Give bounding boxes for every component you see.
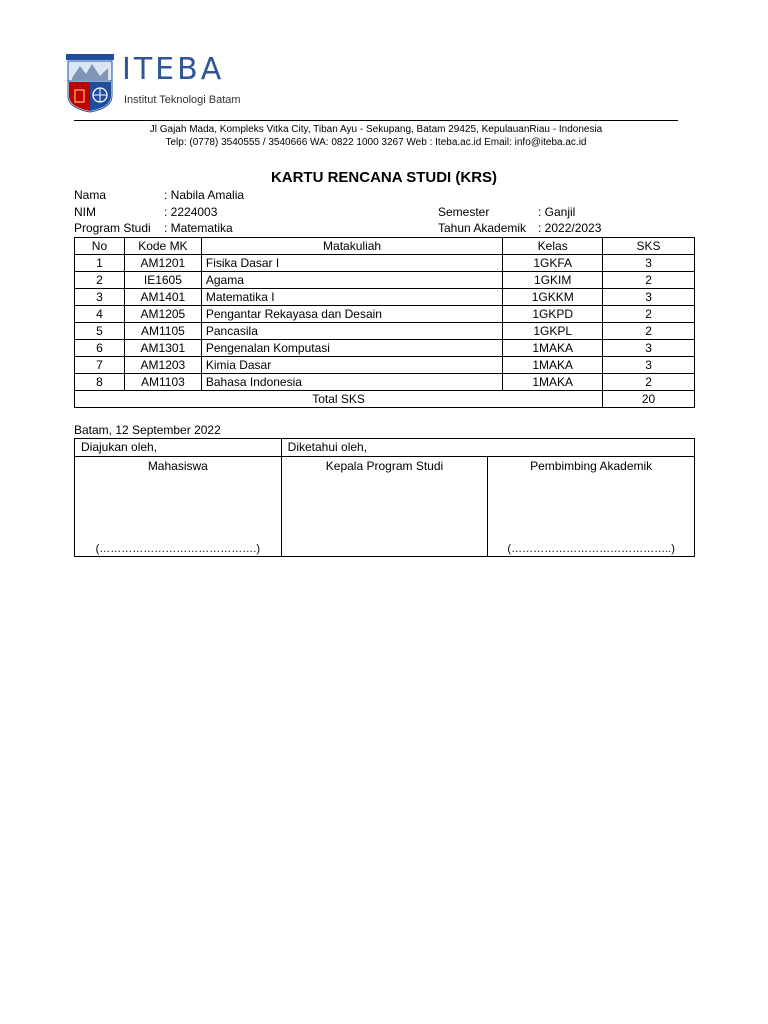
header-sks: SKS [603,238,695,255]
cell-code: AM1201 [124,255,201,272]
iteba-logo-icon [64,52,116,114]
cell-course: Pengenalan Komputasi [201,340,502,357]
year-label: Tahun Akademik [438,221,527,235]
total-sks-value: 20 [603,391,695,408]
semester-value: : Ganjil [538,205,576,219]
header-divider [74,120,678,121]
cell-sks: 3 [603,357,695,374]
cell-no: 4 [75,306,125,323]
cell-code: AM1301 [124,340,201,357]
table-row [75,323,695,340]
cell-class: 1MAKA [503,357,603,374]
signature-header-row [75,439,695,457]
signature-table [74,438,695,557]
table-row [75,289,695,306]
header-matakuliah: Matakuliah [201,238,502,255]
cell-sks: 3 [603,255,695,272]
signature-box-advisor [488,457,695,557]
role-advisor: Pembimbing Akademik [530,459,653,473]
table-row [75,306,695,323]
table-row [75,272,695,289]
table-row [75,374,695,391]
cell-code: IE1605 [124,272,201,289]
cell-class: 1GKPD [503,306,603,323]
brand-name: ITEBA [122,52,225,87]
contact-line: Telp: (0778) 3540555 / 3540666 WA: 0822 1000 3267 Web : Iteba.ac.id Email: info@iteba.ac.id [165,137,587,148]
cell-class: 1GKFA [503,255,603,272]
signature-line-advisor: (……………………………………..) [507,543,675,555]
cell-class: 1MAKA [503,374,603,391]
table-row [75,357,695,374]
cell-sks: 2 [603,272,695,289]
name-value: : Nabila Amalia [164,188,245,202]
program-value: : Matematika [164,221,233,235]
course-table [74,237,695,408]
cell-course: Pengantar Rekayasa dan Desain [201,306,502,323]
cell-no: 2 [75,272,125,289]
cell-code: AM1203 [124,357,201,374]
header-kode-mk: Kode MK [124,238,201,255]
cell-course: Pancasila [201,323,502,340]
cell-sks: 3 [603,289,695,306]
cell-class: 1GKIM [503,272,603,289]
cell-code: AM1105 [124,323,201,340]
nim-label: NIM [74,205,96,219]
document-title: KARTU RENCANA STUDI (KRS) [270,169,498,186]
cell-class: 1GKKM [503,289,603,306]
cell-sks: 2 [603,306,695,323]
cell-no: 7 [75,357,125,374]
nim-value: : 2224003 [164,205,218,219]
role-student: Mahasiswa [147,459,208,473]
header-kelas: Kelas [503,238,603,255]
table-row [75,340,695,357]
cell-course: Matematika I [201,289,502,306]
total-row [75,391,695,408]
cell-course: Kimia Dasar [201,357,502,374]
cell-course: Fisika Dasar I [201,255,502,272]
cell-course: Agama [201,272,502,289]
cell-no: 8 [75,374,125,391]
cell-class: 1GKPL [503,323,603,340]
cell-code: AM1401 [124,289,201,306]
signature-box-head [281,457,488,557]
acknowledged-by-label: Diketahui oleh, [281,439,694,457]
cell-sks: 2 [603,323,695,340]
signature-box-student [75,457,282,557]
cell-no: 6 [75,340,125,357]
header-no: No [75,238,125,255]
cell-no: 1 [75,255,125,272]
cell-class: 1MAKA [503,340,603,357]
address-line: Jl Gajah Mada, Kompleks Vitka City, Tiban Ayu - Sekupang, Batam 29425, KepulauanRiau - Indonesia [149,124,603,135]
cell-code: AM1205 [124,306,201,323]
cell-course: Bahasa Indonesia [201,374,502,391]
semester-label: Semester [438,205,490,219]
submitted-by-label: Diajukan oleh, [75,439,282,457]
program-label: Program Studi [74,221,151,235]
cell-code: AM1103 [124,374,201,391]
signing-date: Batam, 12 September 2022 [74,423,221,437]
table-row [75,255,695,272]
name-label: Nama [74,188,107,202]
cell-no: 3 [75,289,125,306]
cell-sks: 2 [603,374,695,391]
signature-line-student: (…………………………………….) [95,543,261,555]
cell-sks: 3 [603,340,695,357]
table-header-row [75,238,695,255]
cell-no: 5 [75,323,125,340]
year-value: : 2022/2023 [538,221,602,235]
signature-body-row [75,457,695,557]
total-sks-label: Total SKS [75,391,603,408]
role-head: Kepala Program Studi [325,459,444,473]
brand-subtitle: Institut Teknologi Batam [124,94,241,106]
